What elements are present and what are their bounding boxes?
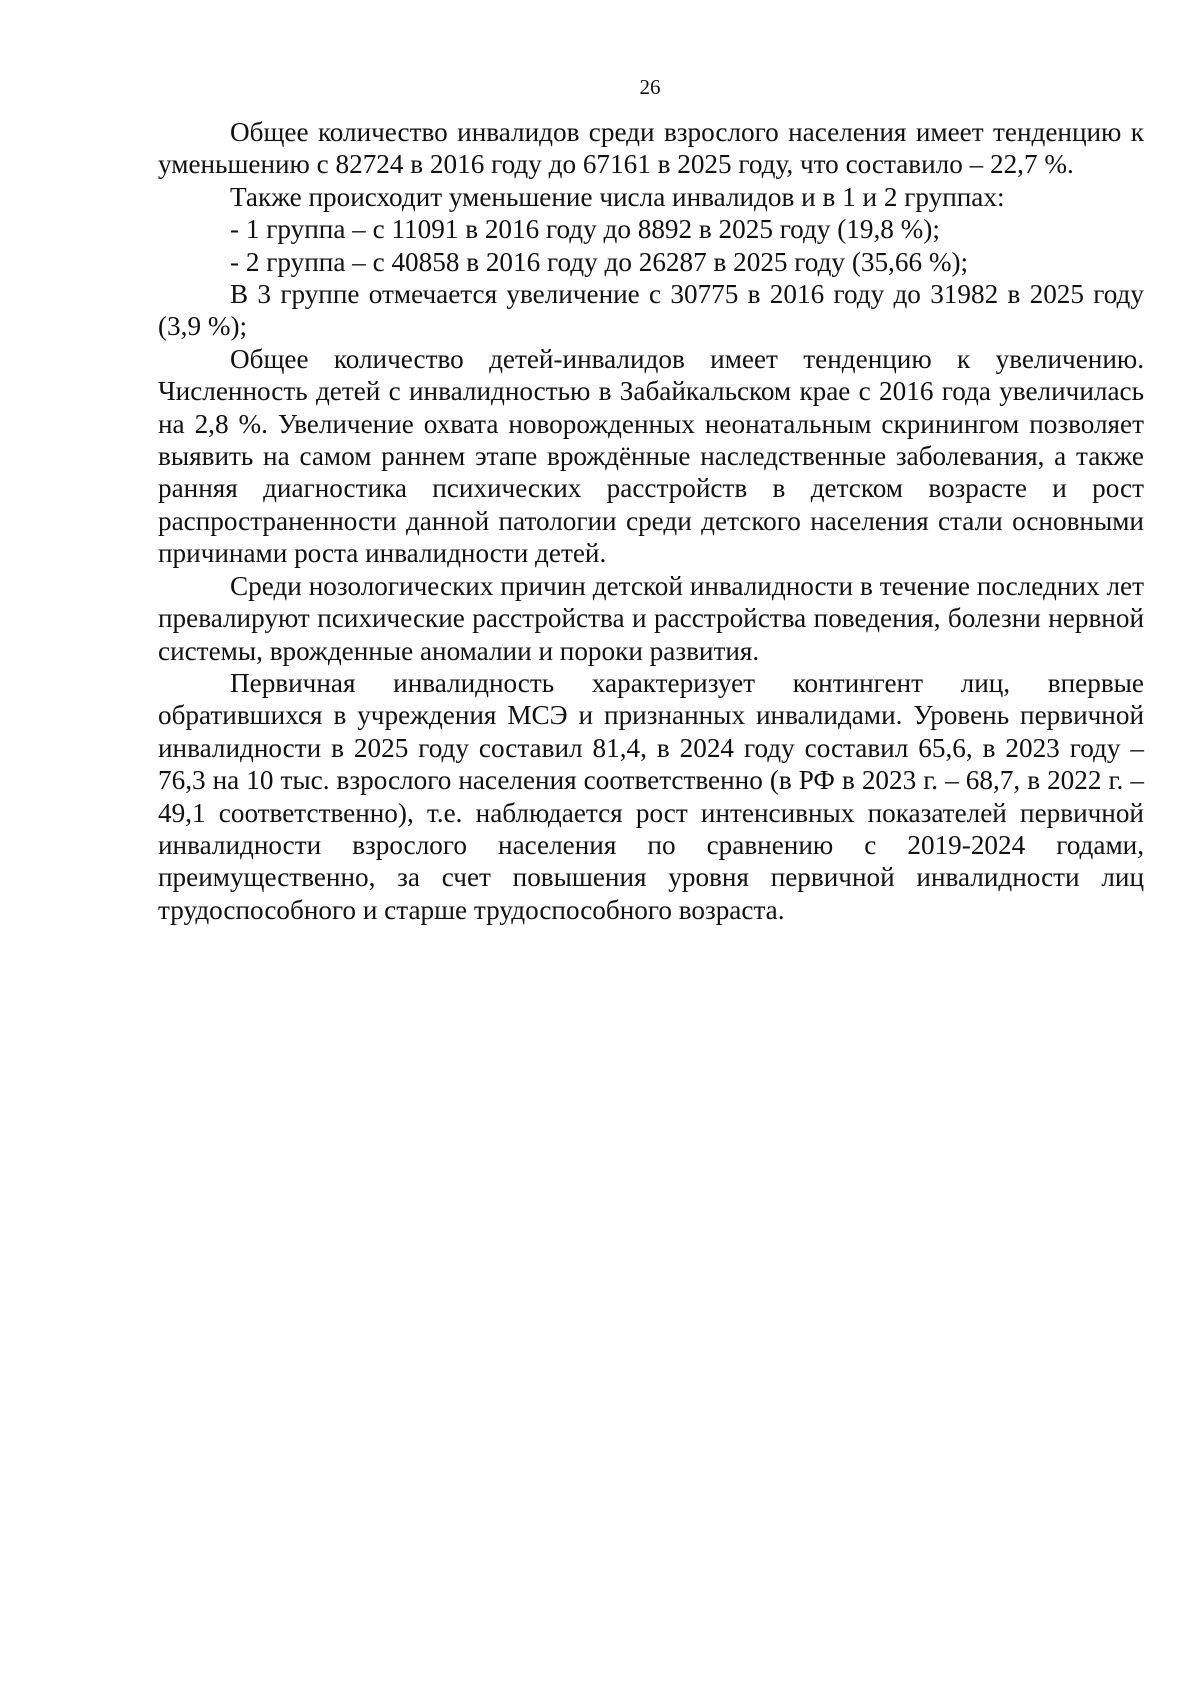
paragraph-children-disability: Общее количество детей-инвалидов имеет тенденцию к увеличению. Численность детей с инвалидностью в Забайкальском крае с 2016 года увеличилась на 2,8 %. Увеличение охвата новорожденных неонатальным скринингом позволяет выявить на самом раннем этапе врождённые наследственные заболевания, а также ранняя диагностика психических расстройств в детском возрасте и рост распространенности данной патологии среди детского населения стали основными причинами роста инвалидности детей. (158, 343, 1144, 569)
paragraph-group-3: В 3 группе отмечается увеличение с 30775 в 2016 году до 31982 в 2025 году (3,9 %); (158, 279, 1144, 342)
paragraph-group-2: - 2 группа – с 40858 в 2016 году до 26287 в 2025 году (35,66 %); (230, 246, 969, 277)
page-number: 26 (639, 75, 661, 99)
paragraph-groups-intro: Также происходит уменьшение числа инвалидов и в 1 и 2 группах: (230, 181, 1005, 212)
paragraph-adult-disability-trend: Общее количество инвалидов среди взрослого населения имеет тенденцию к уменьшению с 82724 в 2016 году до 67161 в 2025 году, что составило – 22,7 %. (158, 117, 1144, 180)
paragraph-group-1: - 1 группа – с 11091 в 2016 году до 8892 в 2025 году (19,8 %); (230, 214, 940, 245)
paragraph-primary-disability: Первичная инвалидность характеризует контингент лиц, впервые обратившихся в учреждения МСЭ и признанных инвалидами. Уровень первичной инвалидности в 2025 году составил 81,4, в 2024 году составил 65,6, в 2023 году – 76,3 на 10 тыс. взрослого населения соответственно (в РФ в 2023 г. – 68,7, в 2022 г. – 49,1 соответственно), т.е. наблюдается рост интенсивных показателей первичной инвалидности взрослого населения по сравнению с 2019-2024 годами, преимущественно, за счет повышения уровня первичной инвалидности лиц трудоспособного и старше трудоспособного возраста. (158, 667, 1144, 925)
paragraph-nosological-causes: Среди нозологических причин детской инвалидности в течение последних лет превалируют психические расстройства и расстройства поведения, болезни нервной системы, врожденные аномалии и пороки развития. (158, 570, 1144, 666)
body-text (158, 116, 1144, 926)
